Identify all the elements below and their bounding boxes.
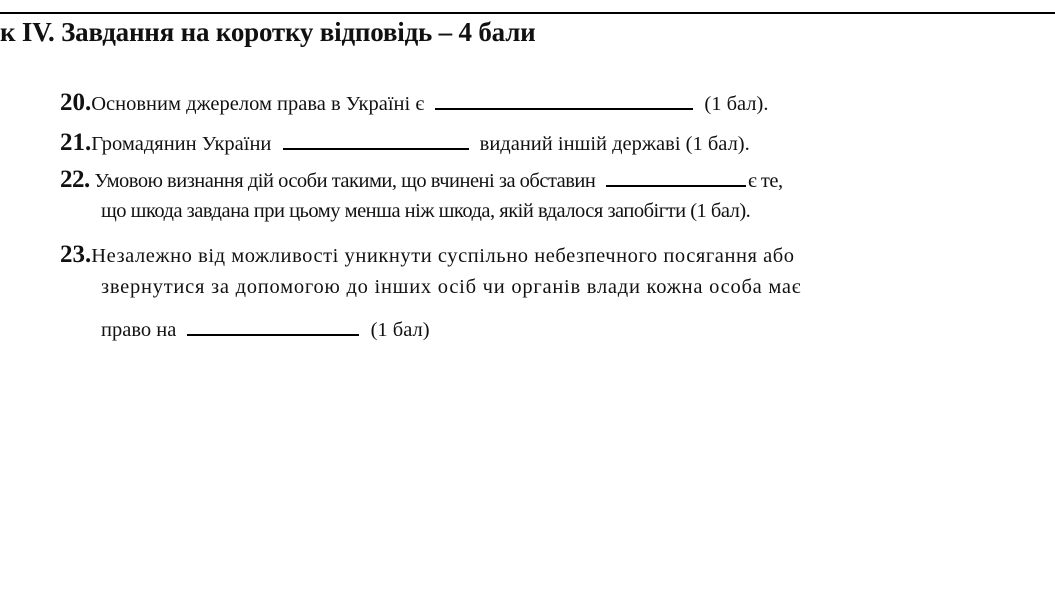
task-23-line-3 (101, 314, 430, 342)
task-text: право на (101, 319, 177, 341)
task-text-after: виданий іншій державі (1 бал). (479, 133, 750, 155)
task-21 (60, 126, 1017, 161)
task-points: (1 бал). (704, 93, 769, 115)
top-rule (0, 12, 1055, 14)
answer-blank[interactable] (283, 128, 469, 150)
task-number: 21. (60, 129, 92, 156)
task-22 (60, 163, 1017, 198)
answer-blank[interactable] (606, 165, 746, 187)
task-number: 20. (60, 89, 92, 116)
answer-blank[interactable] (435, 88, 693, 110)
task-number: 22. (60, 166, 90, 193)
answer-blank[interactable] (187, 314, 359, 336)
task-text: Громадянин України (91, 133, 272, 155)
task-text-after: є те, (748, 170, 783, 192)
section-heading: к IV. Завдання на коротку відповідь – 4 бали (0, 17, 536, 47)
task-points: (1 бал) (370, 319, 430, 341)
task-23-line-2: звернутися за допомогою до інших осіб чи органів влади кожна особа має (101, 276, 802, 298)
task-number: 23. (60, 241, 92, 268)
task-text: Основним джерелом права в Україні є (91, 93, 425, 115)
task-text: Незалежно від можливості уникнути суспільно небезпечного посягання або (91, 245, 795, 267)
task-22-line-2: що шкода завдана при цьому менша ніж шкода, якій вдалося запобігти (1 бал). (101, 200, 751, 222)
task-23 (60, 238, 1017, 273)
task-text: Умовою визнання дій особи такими, що вчинені за обставин (94, 170, 596, 192)
task-20 (60, 86, 1017, 121)
